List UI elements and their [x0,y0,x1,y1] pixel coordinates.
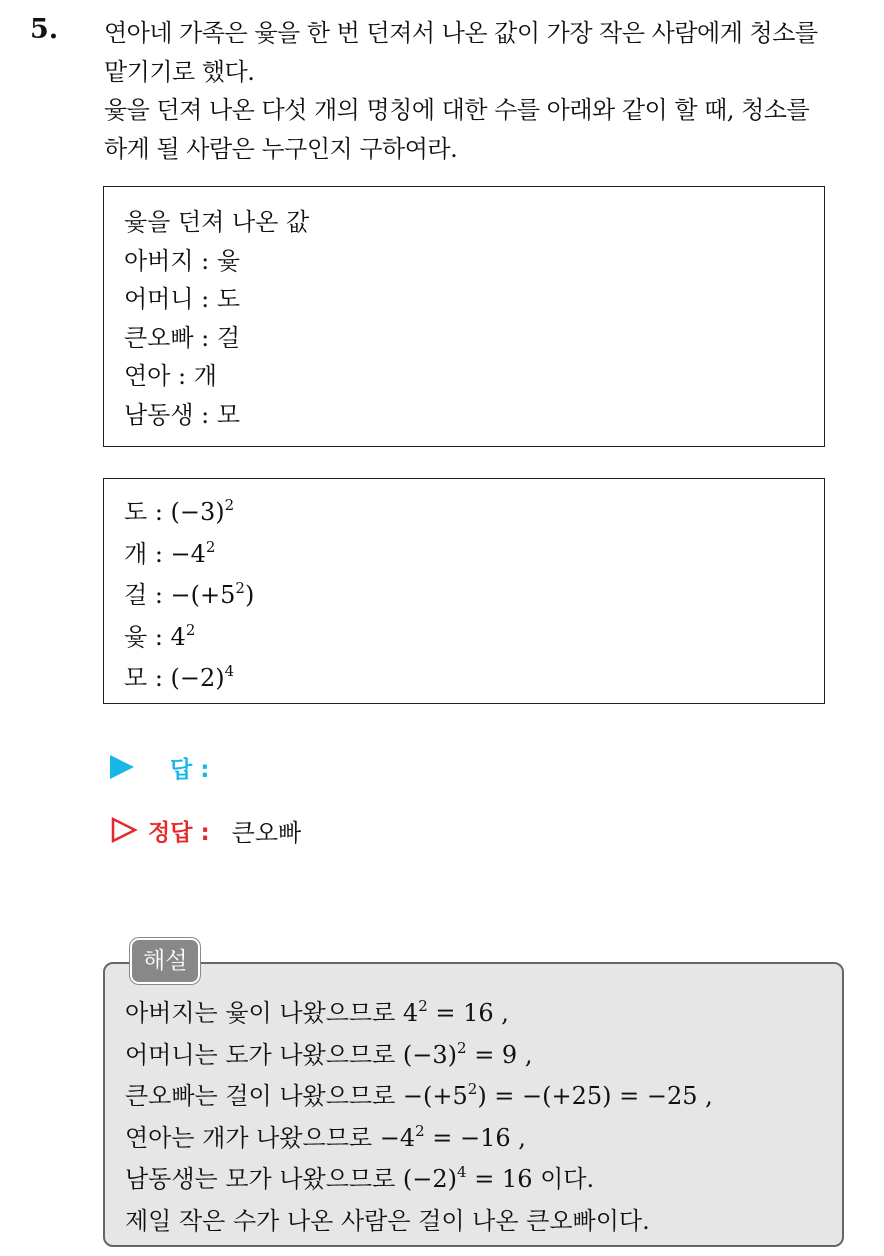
value-exponent: 4 [224,662,235,680]
answer-label: 답 : [170,756,210,783]
correct-label: 정답 : [148,819,210,846]
correct-value: 큰오빠 [231,818,302,847]
explanation-line [125,1036,842,1078]
expl-text: 큰오빠는 걸이 나왔으므로 −(+5 [125,1082,468,1110]
value-table-box [103,478,825,704]
family-result-box [103,186,825,447]
value-expr-tail: ) [244,581,255,609]
value-name: 걸 [124,581,148,609]
question-line: 연아네 가족은 윷을 한 번 던져서 나온 값이 가장 작은 사람에게 청소를 [104,19,818,47]
family-row: 아버지 : 윷 [124,246,241,275]
value-expr: : (−3) [147,498,225,526]
question-line: 하게 될 사람은 누구인지 구하여라. [104,134,458,163]
value-name: 윷 [124,622,148,651]
correct-answer-row [110,812,301,848]
value-expr: : −(+5 [147,581,236,609]
question-text [104,14,874,168]
value-name: 도 [124,498,148,526]
value-expr: : 4 [147,622,186,651]
value-expr: : (−2) [147,664,225,692]
value-row [124,493,824,535]
expl-exponent: 2 [418,997,428,1015]
value-exponent: 2 [235,579,245,597]
expl-text-tail: = 16 이다. [466,1165,595,1193]
expl-text-tail: = 9 , [466,1040,533,1069]
value-row [124,576,824,618]
expl-exponent: 4 [457,1163,467,1181]
question-line: 맡기기로 했다. [104,57,255,86]
explanation-box [103,962,844,1247]
value-name: 모 [124,664,148,692]
family-row: 어머니 : 도 [124,285,241,313]
family-row: 큰오빠 : 걸 [124,323,241,352]
question-line: 윷을 던져 나온 다섯 개의 명칭에 대한 수를 아래와 같이 할 때, 청소를 [104,96,810,124]
value-row [124,659,824,701]
expl-text-tail: = −16 , [424,1123,526,1152]
family-row: 남동생 : 모 [124,400,241,429]
explanation-line [125,1119,842,1161]
expl-text: 연아는 개가 나왔으므로 −4 [125,1123,416,1152]
answer-row [110,750,209,784]
explanation-line [125,1202,842,1244]
expl-exponent: 2 [415,1121,425,1140]
expl-text: 어머니는 도가 나왔으므로 (−3) [125,1040,458,1069]
value-row [124,618,824,660]
value-name: 개 [124,539,148,568]
expl-text: 제일 작은 수가 나온 사람은 걸이 나온 큰오빠이다. [125,1206,650,1235]
box-title: 윷을 던져 나온 값 [124,208,310,236]
explanation-tab: 해설 [130,938,200,984]
expl-exponent: 2 [467,1080,478,1098]
explanation-line [125,1077,842,1119]
expl-text: 아버지는 윷이 나왔으므로 4 [125,999,419,1027]
explanation-line [125,994,842,1036]
expl-exponent: 2 [457,1038,467,1057]
value-expr: : −4 [147,539,206,568]
expl-text-tail: = 16 , [427,999,509,1027]
value-exponent: 2 [224,496,235,514]
value-exponent: 2 [205,537,216,556]
family-row: 연아 : 개 [124,362,217,390]
value-exponent: 2 [185,620,196,639]
expl-text-tail: ) = −(+25) = −25 , [477,1082,713,1110]
play-triangle-icon [110,755,134,779]
value-row [124,535,824,577]
outline-triangle-icon [110,816,138,844]
question-number: 5. [30,14,59,45]
explanation-line [125,1160,842,1202]
expl-text: 남동생는 모가 나왔으므로 (−2) [125,1165,458,1193]
